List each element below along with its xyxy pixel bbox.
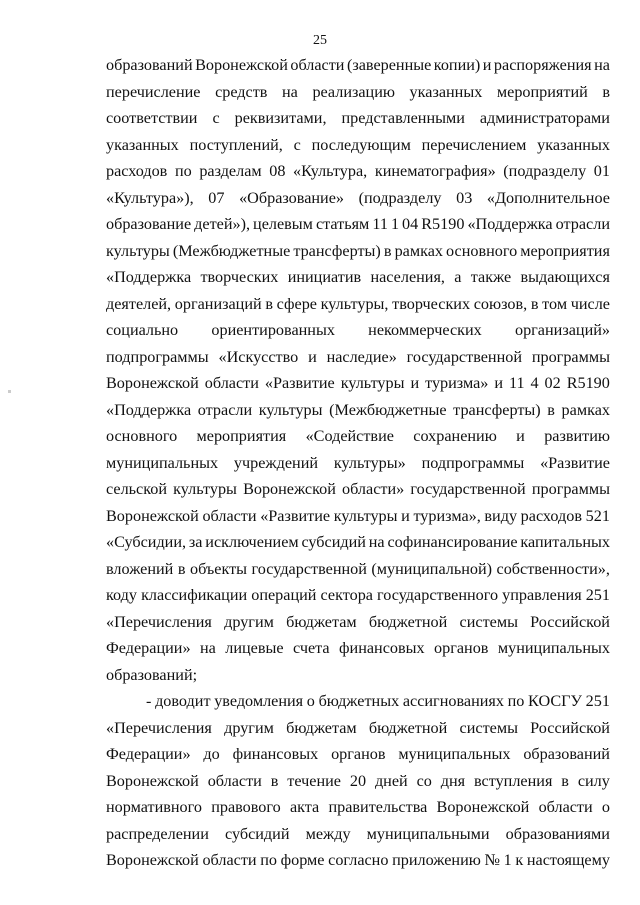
text-line xyxy=(106,503,610,530)
word: учреждений xyxy=(233,453,319,472)
word: Федерации» xyxy=(106,639,191,657)
word: финансовых xyxy=(232,745,319,763)
word: софинансирование xyxy=(387,533,518,551)
word: органов xyxy=(434,639,489,657)
word: детей»), xyxy=(194,215,251,233)
word: (муниципальной) xyxy=(371,559,493,578)
word: нормативного xyxy=(106,798,202,816)
word: приложению xyxy=(392,851,481,869)
word: в xyxy=(602,82,610,101)
word: Воронежской xyxy=(243,480,336,498)
word: настоящему xyxy=(526,851,610,869)
word: «Поддержка xyxy=(467,215,553,233)
word: собственности», xyxy=(496,559,610,578)
text-line xyxy=(106,715,610,742)
word: государственной xyxy=(251,559,367,578)
word: (подразделу xyxy=(503,162,587,180)
word: инициатив xyxy=(287,268,362,286)
word: к xyxy=(515,851,524,869)
word: субсидий xyxy=(301,533,366,551)
word: и xyxy=(516,427,525,445)
text-line xyxy=(106,291,610,318)
word: 1 xyxy=(390,215,400,233)
word: операций xyxy=(251,586,317,604)
scan-margin-mark xyxy=(8,390,11,393)
word: развитию xyxy=(544,427,610,445)
text-line xyxy=(106,370,610,397)
word: бюджетных xyxy=(318,692,400,710)
word: также xyxy=(470,268,512,286)
word: Воронежской xyxy=(106,771,199,790)
word: области xyxy=(202,506,257,525)
word: 4 xyxy=(530,374,539,392)
word: наследие» xyxy=(326,347,397,366)
word: по xyxy=(260,851,277,869)
word: том xyxy=(542,294,568,313)
word: основного xyxy=(446,241,518,260)
text-line xyxy=(106,662,610,689)
word: организаций» xyxy=(514,321,610,339)
word: социально xyxy=(106,321,179,339)
word: 02 xyxy=(544,374,561,392)
word: представленными xyxy=(341,109,465,127)
word: целевым xyxy=(253,215,313,233)
word: сохранению xyxy=(413,427,497,445)
text-line xyxy=(106,132,610,159)
word: Российской xyxy=(530,718,610,737)
word: области xyxy=(202,851,257,869)
word: в xyxy=(561,771,569,790)
word: акта xyxy=(289,798,320,816)
word: распределении xyxy=(106,824,209,843)
word: расходов xyxy=(106,162,168,180)
text-line xyxy=(106,609,610,636)
word: трансферты) xyxy=(453,400,541,419)
word: культуры xyxy=(258,400,323,419)
word: в xyxy=(530,294,539,313)
word: ассигнованиях xyxy=(402,692,504,710)
text-line xyxy=(106,185,610,212)
text-line xyxy=(106,344,610,371)
word: системы xyxy=(459,718,518,737)
word: Воронежской xyxy=(106,506,199,525)
word: образование xyxy=(106,215,192,233)
word: последующим xyxy=(311,135,411,154)
text-line xyxy=(106,582,610,609)
word: области xyxy=(204,374,259,392)
word: Воронежской xyxy=(436,798,530,816)
text-line xyxy=(106,688,610,715)
word: до xyxy=(203,745,220,763)
word: «Содействие xyxy=(305,427,394,445)
word: трансферты) xyxy=(293,241,381,260)
word: Российской xyxy=(530,612,610,631)
word: о xyxy=(306,692,315,710)
word: области xyxy=(538,798,593,816)
word: отрасли xyxy=(555,215,610,233)
word: 11 xyxy=(372,215,388,233)
word: согласно xyxy=(328,851,389,869)
word: (подразделу xyxy=(358,188,442,207)
word: вложений xyxy=(106,559,174,578)
word: образований; xyxy=(106,665,198,684)
word: и xyxy=(308,347,317,366)
page-number: 25 xyxy=(313,33,327,48)
word: реквизитами, xyxy=(234,109,327,127)
word: рамках xyxy=(394,241,443,260)
word: «Развитие xyxy=(264,374,335,392)
text-line xyxy=(106,794,610,821)
word: капитальных xyxy=(520,533,610,551)
text-line xyxy=(106,105,610,132)
word: № xyxy=(484,851,500,869)
word: культуры xyxy=(340,374,405,392)
word: 04 xyxy=(402,215,419,233)
word: Федерации» xyxy=(106,745,191,763)
word: с xyxy=(212,109,220,127)
text-line xyxy=(106,158,610,185)
word: в xyxy=(265,294,273,313)
word: туризма» xyxy=(425,374,489,392)
word: туризма», xyxy=(413,506,481,525)
word: «Субсидии, xyxy=(106,533,187,551)
word: системы xyxy=(459,612,518,631)
word: творческих xyxy=(392,294,471,313)
word: бюджетной xyxy=(368,718,448,737)
text-line xyxy=(106,317,610,344)
word: дней xyxy=(374,771,408,790)
word: (Межбюджетные xyxy=(329,400,447,419)
word: счета xyxy=(292,639,330,657)
text-line xyxy=(106,52,610,79)
word: по xyxy=(507,692,525,710)
word: - xyxy=(146,692,152,710)
word: разделам xyxy=(199,162,262,180)
text-line xyxy=(106,556,610,583)
word: администраторами xyxy=(479,109,610,127)
word: «Перечисления xyxy=(106,612,212,631)
word: указанных xyxy=(106,135,179,154)
word: указанных xyxy=(409,82,483,101)
word: за xyxy=(188,533,203,551)
word: и xyxy=(401,506,410,525)
word: в xyxy=(383,241,392,260)
word: государственной xyxy=(410,480,526,498)
word: на xyxy=(199,639,216,657)
text-line xyxy=(106,768,610,795)
word: правового xyxy=(211,798,281,816)
word: и xyxy=(482,56,492,74)
word: 07 xyxy=(208,188,225,207)
word: мероприятия xyxy=(520,241,610,260)
text-line xyxy=(106,529,610,556)
word: деятелей, xyxy=(106,294,172,313)
word: на xyxy=(594,56,610,74)
word: государственного xyxy=(377,586,499,604)
word: R5190 xyxy=(566,374,610,392)
word: 251 xyxy=(585,692,610,710)
word: программы xyxy=(531,347,610,366)
word: основного xyxy=(106,427,178,445)
word: в xyxy=(547,400,555,419)
word: между xyxy=(305,824,351,843)
word: другим xyxy=(224,718,274,737)
word: о xyxy=(601,798,610,816)
word: мероприятия xyxy=(196,427,287,445)
word: «Развитие xyxy=(540,453,610,472)
word: рамках xyxy=(561,400,610,419)
word: области xyxy=(290,56,345,74)
word: объекты xyxy=(189,559,248,578)
word: кинематография» xyxy=(374,162,496,180)
word: области xyxy=(207,771,262,790)
word: лицевые xyxy=(225,639,284,657)
word: ориентированных xyxy=(211,321,335,339)
word: а xyxy=(454,268,462,286)
text-line xyxy=(106,635,610,662)
word: подпрограммы xyxy=(421,453,525,472)
word: виду xyxy=(484,506,518,525)
word: 03 xyxy=(456,188,473,207)
word: 1 xyxy=(503,851,512,869)
word: другим xyxy=(224,612,274,631)
word: финансовых xyxy=(339,639,425,657)
word: со xyxy=(416,771,432,790)
text-line xyxy=(106,847,610,874)
word: коду xyxy=(106,586,137,604)
text-line xyxy=(106,79,610,106)
word: Воронежской xyxy=(106,851,199,869)
word: 251 xyxy=(585,586,610,604)
word: сфере xyxy=(276,294,317,313)
text-line xyxy=(106,238,610,265)
word: «Культура, xyxy=(293,162,368,180)
word: бюджетам xyxy=(286,612,357,631)
word: 08 xyxy=(269,162,286,180)
word: культуры» xyxy=(333,453,406,472)
word: по xyxy=(174,162,192,180)
word: Воронежской xyxy=(195,56,288,74)
word: перечисление xyxy=(106,82,201,101)
word: реализацию xyxy=(312,82,395,101)
word: муниципальных xyxy=(106,453,219,472)
word: субсидий xyxy=(224,824,290,843)
word: классификации xyxy=(141,586,248,604)
word: культуры xyxy=(173,480,237,498)
word: 20 xyxy=(349,771,367,790)
word: соответствии xyxy=(106,109,198,127)
word: «Культура»), xyxy=(106,188,194,207)
word: «Образование» xyxy=(239,188,344,207)
word: (заверенные xyxy=(346,56,432,74)
word: и xyxy=(494,374,503,392)
word: образований xyxy=(106,56,193,74)
word: КОСГУ xyxy=(528,692,582,710)
word: сельской xyxy=(106,480,168,498)
word: организаций xyxy=(174,294,262,313)
word: на xyxy=(282,82,298,101)
text-line xyxy=(106,450,610,477)
text-line xyxy=(106,476,610,503)
word: образованиями xyxy=(505,824,610,843)
word: бюджетам xyxy=(286,718,357,737)
word: союзов, xyxy=(473,294,528,313)
word: образований xyxy=(523,745,610,763)
word: 11 xyxy=(508,374,525,392)
word: R5190 xyxy=(421,215,465,233)
word: культуры xyxy=(333,506,398,525)
word: населения, xyxy=(370,268,445,286)
word: с xyxy=(293,135,301,154)
word: муниципальных xyxy=(497,639,610,657)
text-line xyxy=(106,741,610,768)
word: бюджетной xyxy=(368,612,448,631)
word: выдающихся xyxy=(520,268,610,286)
word: «Искусство xyxy=(218,347,299,366)
word: муниципальных xyxy=(398,745,511,763)
word: «Дополнительное xyxy=(486,188,610,207)
text-line xyxy=(106,821,610,848)
word: вступления xyxy=(474,771,553,790)
word: муниципальными xyxy=(366,824,490,843)
word: средств xyxy=(215,82,268,101)
word: указанных xyxy=(537,135,610,154)
word: культуры xyxy=(106,241,170,260)
word: отрасли xyxy=(197,400,253,419)
word: государственной xyxy=(406,347,523,366)
word: «Поддержка xyxy=(106,268,192,286)
body-text xyxy=(106,52,610,874)
word: некоммерческих xyxy=(368,321,482,339)
text-line xyxy=(106,423,610,450)
text-line xyxy=(106,211,610,238)
word: Воронежской xyxy=(106,374,199,392)
word: перечислением xyxy=(421,135,527,154)
word: «Развитие xyxy=(260,506,331,525)
word: дня xyxy=(440,771,466,790)
word: силу xyxy=(577,771,610,790)
word: 01 xyxy=(593,162,610,180)
word: статьям xyxy=(315,215,370,233)
word: культуры, xyxy=(320,294,389,313)
word: правительства xyxy=(328,798,428,816)
word: (Межбюджетные xyxy=(172,241,291,260)
word: в xyxy=(270,771,279,790)
word: копии) xyxy=(433,56,481,74)
word: исключением xyxy=(205,533,299,551)
word: на xyxy=(368,533,385,551)
word: мероприятий xyxy=(496,82,588,101)
word: «Перечисления xyxy=(106,718,212,737)
word: расходов xyxy=(520,506,582,525)
text-line xyxy=(106,264,610,291)
word: управления xyxy=(502,586,582,604)
word: доводит xyxy=(155,692,211,710)
word: творческих xyxy=(200,268,279,286)
word: поступлений, xyxy=(189,135,283,154)
text-line xyxy=(106,397,610,424)
word: органов xyxy=(331,745,386,763)
word: форме xyxy=(280,851,325,869)
word: течение xyxy=(287,771,341,790)
word: и xyxy=(410,374,420,392)
word: в xyxy=(177,559,186,578)
word: программы xyxy=(531,480,610,498)
word: «Поддержка xyxy=(106,400,192,419)
word: области» xyxy=(342,480,405,498)
word: сектора xyxy=(320,586,373,604)
word: числе xyxy=(570,294,610,313)
word: подпрограммы xyxy=(106,347,209,366)
word: уведомления xyxy=(214,692,304,710)
word: 521 xyxy=(585,506,610,525)
word: распоряжения xyxy=(493,56,592,74)
